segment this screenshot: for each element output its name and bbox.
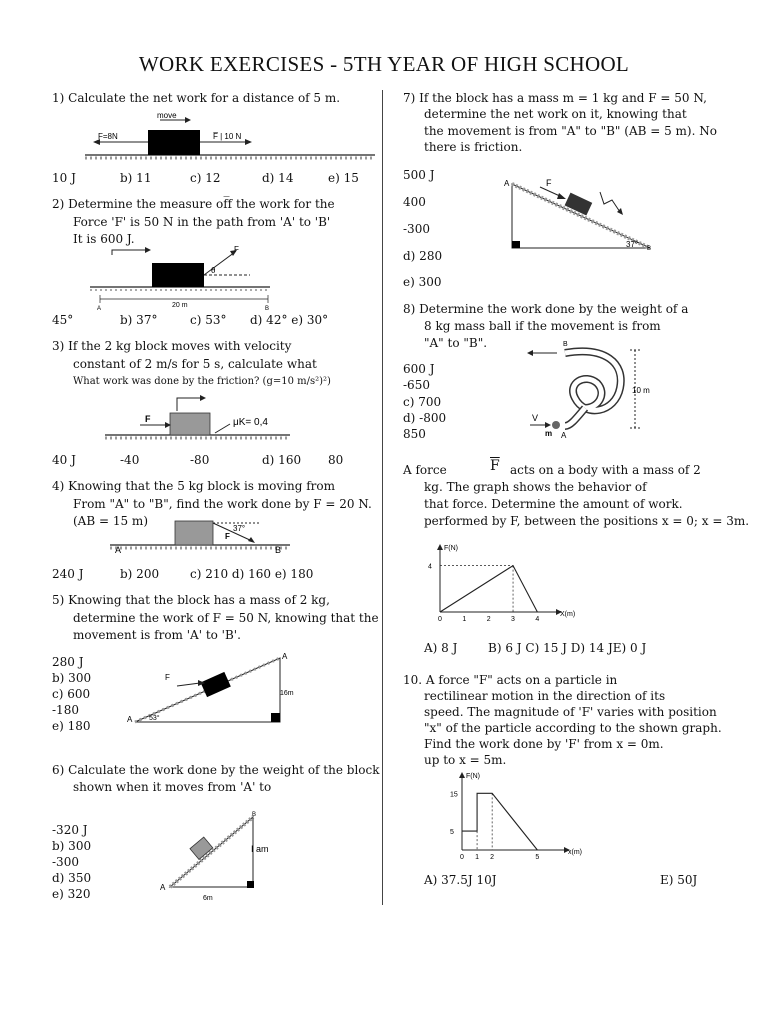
q8-answer-c: c) 700 — [403, 395, 442, 409]
left-force-label: F=8N — [98, 132, 118, 141]
point-a-label: A — [160, 883, 166, 892]
question-9-text-1a: A force — [403, 463, 447, 477]
q7-answer-e: e) 300 — [403, 275, 442, 289]
point-b-label: B — [265, 306, 270, 312]
move-label: move — [157, 111, 177, 120]
question-2-text-3: It is 600 J. — [73, 232, 135, 246]
q10-answer-a-group: A) 37.5J 10J — [424, 873, 497, 887]
angle-label: 37° — [626, 240, 639, 249]
q4-answer-cde: c) 210 d) 160 e) 180 — [190, 567, 314, 581]
q8-answer-a: 600 J — [403, 362, 435, 376]
question-10-text-4: "x" of the particle according to the shown graph. — [424, 721, 722, 735]
y-axis-label: F(N) — [466, 773, 480, 780]
q5-answer-e: e) 180 — [52, 719, 91, 733]
question-9-text-2: kg. The graph shows the behavior of — [424, 480, 647, 494]
force-position-chart-1 — [420, 540, 580, 630]
force-label: F — [546, 178, 552, 188]
question-3-text-2: constant of 2 m/s for 5 s, calculate what — [73, 357, 317, 371]
q1-answer-b: b) 11 — [120, 171, 152, 185]
y-tick-label: 15 — [450, 791, 458, 799]
angle-label: 53° — [149, 715, 160, 722]
x-tick-label: 2 — [486, 616, 491, 623]
point-a-label: A — [504, 179, 510, 188]
question-4-text-3: (AB = 15 m) — [73, 514, 148, 528]
base-label: 6m — [203, 895, 213, 902]
page-title: WORK EXERCISES - 5TH YEAR OF HIGH SCHOOL — [138, 52, 630, 76]
y-tick-label: 5 — [450, 829, 454, 837]
point-b-label: B — [275, 545, 282, 555]
y-tick-label: 4 — [428, 563, 432, 571]
question-8-text-3: "A" to "B". — [424, 336, 488, 350]
question-2-text-1: 2) Determine the measure of̅f the work for the — [52, 197, 335, 211]
series-line — [462, 793, 537, 850]
q7-answer-c: -300 — [403, 222, 430, 236]
series-line — [440, 566, 537, 612]
q6-answer-a: -320 J — [52, 823, 88, 837]
velocity-label: V — [532, 413, 539, 423]
question-1-figure — [85, 110, 380, 165]
point-a-top-label: A — [282, 652, 288, 661]
question-7-text-4: there is friction. — [424, 140, 523, 154]
question-2-figure — [90, 242, 290, 312]
q5-answer-a: 280 J — [52, 655, 84, 669]
q4-answer-b: b) 200 — [120, 567, 160, 581]
question-8-text-1: 8) Determine the work done by the weight of a — [403, 302, 689, 316]
question-5-text-1: 5) Knowing that the block has a mass of 2 kg, — [52, 593, 330, 607]
q6-answer-e: e) 320 — [52, 887, 91, 901]
height-label: I am — [251, 844, 269, 854]
height-label: 10 m — [632, 386, 650, 395]
question-5-text-2: determine the work of F = 50 N, knowing that the — [73, 611, 379, 625]
q5-answer-d: -180 — [52, 703, 79, 717]
angle-label: θ — [211, 266, 216, 275]
right-force-label: F̅ | 10 N — [213, 132, 242, 141]
question-5-figure — [125, 650, 300, 730]
q3-answer-e: 80 — [328, 453, 344, 467]
x-axis-label: x(m) — [568, 849, 582, 856]
q3-answer-c: -80 — [190, 453, 210, 467]
question-10-text-1: 10. A force "F" acts on a particle in — [403, 673, 618, 687]
q4-answer-a: 240 J — [52, 567, 84, 581]
point-b-label: B — [252, 812, 257, 818]
x-tick-label: 5 — [535, 854, 540, 861]
x-tick-label: 4 — [535, 616, 540, 623]
question-7-figure — [500, 172, 660, 257]
q2-answer-a: 45° — [52, 313, 74, 327]
q2-answer-b: b) 37° — [120, 313, 158, 327]
x-axis-label: X(m) — [560, 611, 576, 618]
q1-answer-a: 10 J — [52, 171, 76, 185]
point-b-label: B — [647, 246, 652, 252]
angle-label: 37° — [233, 524, 246, 533]
point-a-label: A — [97, 306, 102, 312]
x-tick-label: 1 — [462, 616, 467, 623]
q6-answer-d: d) 350 — [52, 871, 92, 885]
x-tick-label: 1 — [475, 854, 479, 861]
question-9-text-3: that force. Determine the amount of work. — [424, 497, 683, 511]
q6-answer-b: b) 300 — [52, 839, 92, 853]
q8-answer-b: -650 — [403, 378, 430, 392]
q1-answer-e: e) 15 — [328, 171, 359, 185]
q2-answer-de: d) 42° e) 30° — [250, 313, 329, 327]
x-tick-label: 0 — [438, 616, 442, 623]
point-a-label: A — [115, 545, 122, 555]
q7-answer-d: d) 280 — [403, 249, 443, 263]
x-tick-label: 0 — [460, 854, 464, 861]
force-label: F — [225, 532, 230, 541]
distance-label: 20 m — [172, 302, 188, 309]
q3-answer-d: d) 160 — [262, 453, 302, 467]
question-3-text-1: 3) If the 2 kg block moves with velocity — [52, 339, 292, 353]
q7-answer-b: 400 — [403, 195, 426, 209]
y-axis-label: F(N) — [444, 545, 458, 552]
y-axis-arrow — [437, 544, 443, 550]
question-6-figure — [155, 812, 275, 907]
question-7-text-3: the movement is from "A" to "B" (AB = 5 m). No — [424, 124, 717, 138]
question-6-text-2: shown when it moves from 'A' to — [73, 780, 272, 794]
mass-label: m — [545, 429, 553, 438]
q2-answer-c: c) 53° — [190, 313, 227, 327]
question-10-text-3: speed. The magnitude of 'F' varies with position — [424, 705, 717, 719]
question-2-text-2: Force 'F' is 50 N in the path from 'A' to 'B' — [73, 215, 331, 229]
friction-label: μK= 0,4 — [233, 417, 268, 428]
column-divider — [382, 90, 383, 905]
q6-answer-c: -300 — [52, 855, 79, 869]
question-8-figure — [525, 338, 685, 443]
q9-answer-bcde: B) 6 J C) 15 J D) 14 JE) 0 J — [488, 641, 647, 655]
q10-answer-e: E) 50J — [660, 873, 698, 887]
question-4-text-1: 4) Knowing that the 5 kg block is moving from — [52, 479, 335, 493]
question-5-text-3: movement is from 'A' to 'B'. — [73, 628, 241, 642]
force-position-chart-2 — [440, 772, 590, 867]
question-6-text-1: 6) Calculate the work done by the weight of the block — [52, 763, 380, 777]
question-7-text-2: determine the net work on it, knowing that — [424, 107, 687, 121]
q8-answer-d: d) -800 — [403, 411, 447, 425]
question-4-figure — [110, 517, 300, 557]
height-label: 16m — [280, 690, 294, 697]
point-b-label: B — [563, 341, 568, 348]
force-label: F — [145, 414, 151, 424]
point-a-bottom-label: A — [127, 715, 133, 724]
q8-answer-e: 850 — [403, 427, 426, 441]
q7-answer-a: 500 J — [403, 168, 435, 182]
question-4-text-2: From "A" to "B", find the work done by F = 20 N. — [73, 497, 372, 511]
question-8-text-2: 8 kg mass ball if the movement is from — [424, 319, 661, 333]
question-1-text: 1) Calculate the net work for a distance of 5 m. — [52, 91, 341, 105]
q1-answer-c: c) 12 — [190, 171, 221, 185]
q3-answer-a: 40 J — [52, 453, 76, 467]
q3-answer-b: -40 — [120, 453, 140, 467]
q5-answer-c: c) 600 — [52, 687, 91, 701]
question-3-figure — [105, 393, 295, 443]
x-tick-label: 2 — [490, 854, 495, 861]
y-axis-arrow — [459, 772, 465, 778]
question-9-text-4: performed by F, between the positions x = 0; x = 3m. — [424, 514, 750, 528]
question-9-text-1b: acts on a body with a mass of 2 — [510, 463, 701, 477]
question-3-text-3: What work was done by the friction? (g=10 m/s²)²) — [73, 376, 331, 387]
q5-answer-b: b) 300 — [52, 671, 92, 685]
question-7-text-1: 7) If the block has a mass m = 1 kg and F = 50 N, — [403, 91, 707, 105]
q9-answer-a: A) 8 J — [424, 641, 458, 655]
force-label: F — [234, 245, 239, 254]
point-a-label: A — [561, 431, 567, 440]
force-label: F — [165, 673, 170, 682]
question-10-text-6: up to x = 5m. — [424, 753, 507, 767]
q1-answer-d: d) 14 — [262, 171, 294, 185]
force-vector-symbol: $\overline{F}$ — [490, 458, 500, 474]
question-10-text-5: Find the work done by 'F' from x = 0m. — [424, 737, 664, 751]
question-10-text-2: rectilinear motion in the direction of its — [424, 689, 666, 703]
x-tick-label: 3 — [511, 616, 515, 623]
